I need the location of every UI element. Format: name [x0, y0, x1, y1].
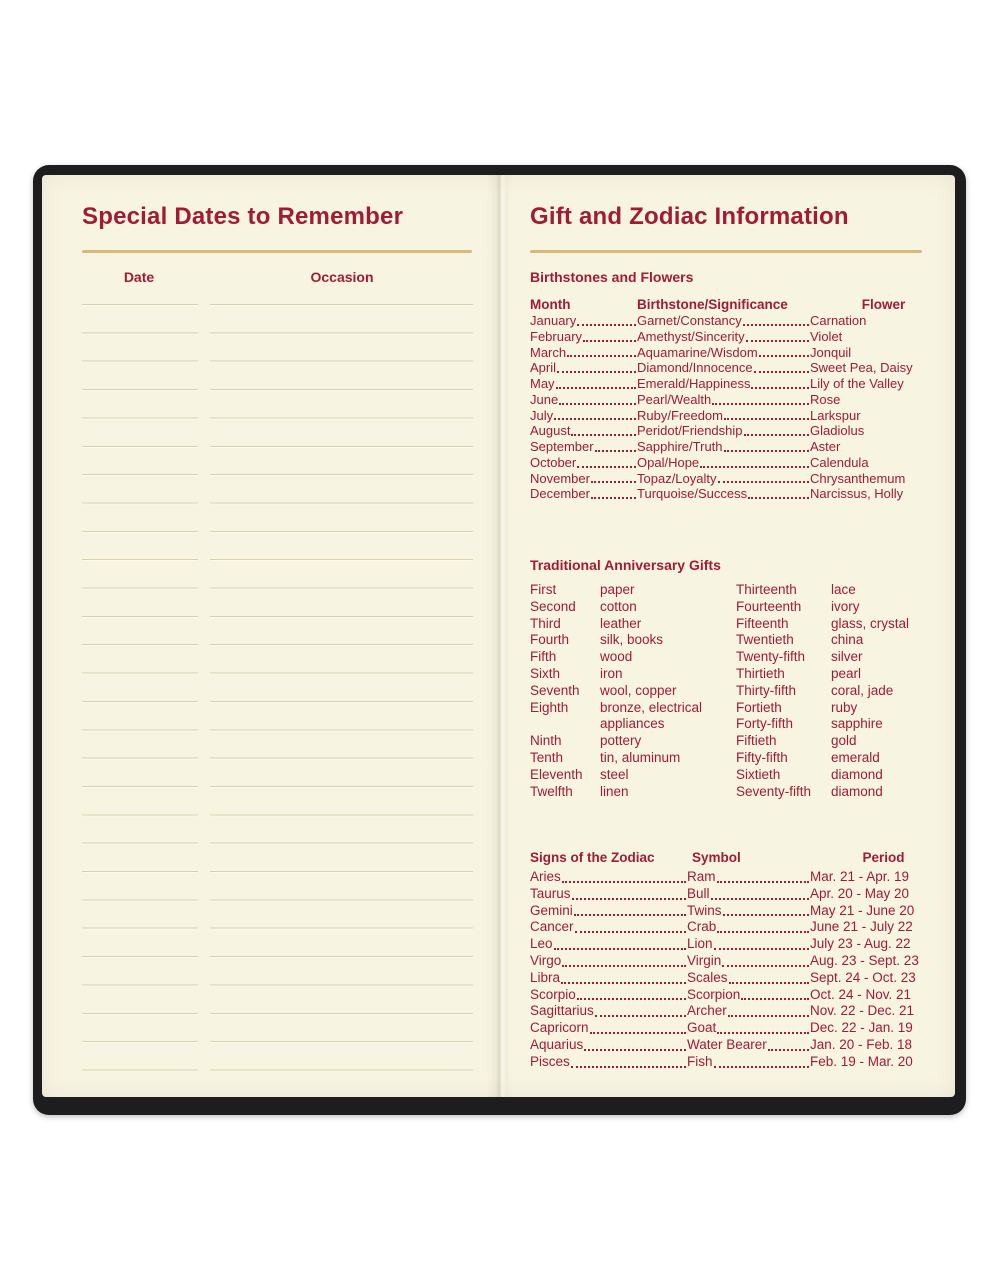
gift-ordinal: Forty-fifth	[736, 716, 794, 732]
zodiac-sign: Leo	[530, 936, 553, 952]
month-name: February	[530, 328, 583, 344]
ruled-lines-occasion-column	[210, 304, 473, 1071]
section-heading-birthstones: Birthstones and Flowers	[530, 269, 694, 285]
gift-ordinal: Eleventh	[530, 766, 583, 782]
birthstone-row	[530, 360, 955, 376]
dot-leader	[577, 324, 636, 326]
zodiac-symbol: Lion	[687, 936, 713, 952]
dot-leader	[768, 1049, 809, 1051]
page-gutter-crease	[486, 175, 512, 1097]
flower-name: Chrysanthemum	[810, 470, 906, 486]
dot-leader	[744, 434, 810, 436]
dot-leader	[714, 948, 809, 950]
gift-item: ruby	[831, 699, 858, 715]
zodiac-symbol: Ram	[687, 869, 716, 884]
gift-ordinal: Tenth	[530, 749, 564, 765]
gift-item: cotton	[600, 598, 637, 614]
birthstone-significance: Amethyst/Sincerity	[637, 328, 745, 344]
dot-leader	[717, 931, 809, 933]
dot-leader	[717, 1032, 809, 1034]
flower-name: Narcissus, Holly	[810, 486, 904, 502]
birthstones-table-body	[530, 313, 955, 502]
header-birthstone: Birthstone/Significance	[637, 297, 788, 312]
gift-ordinal: Twenty-fifth	[736, 649, 806, 665]
dot-leader	[562, 881, 686, 883]
zodiac-sign: Gemini	[530, 902, 573, 918]
zodiac-row	[530, 970, 955, 987]
zodiac-sign: Scorpio	[530, 986, 576, 1002]
zodiac-sign: Pisces	[530, 1053, 570, 1069]
dot-leader	[572, 898, 686, 900]
birthstone-row	[530, 408, 955, 424]
birthstone-significance: Emerald/Happiness	[637, 376, 751, 391]
dot-leader	[722, 965, 809, 967]
flower-name: Violet	[810, 328, 843, 344]
zodiac-row	[530, 869, 955, 886]
gift-item: emerald	[831, 749, 880, 765]
zodiac-sign: Aquarius	[530, 1036, 584, 1052]
zodiac-symbol: Scorpion	[687, 986, 741, 1002]
month-name: October	[530, 454, 577, 470]
gift-ordinal: Seventy-fifth	[736, 783, 812, 799]
gift-item: china	[831, 632, 864, 648]
gift-ordinal: Fourteenth	[736, 598, 802, 614]
open-page-spread	[42, 175, 955, 1097]
dot-leader	[577, 466, 636, 468]
zodiac-symbol: Twins	[687, 902, 722, 918]
birthstone-significance: Peridot/Friendship	[637, 423, 743, 439]
gift-ordinal: Thirtieth	[736, 665, 785, 681]
diary-cover	[33, 165, 966, 1115]
zodiac-row	[530, 1054, 955, 1071]
dot-leader	[590, 1032, 686, 1034]
dot-leader	[595, 1015, 686, 1017]
dot-leader	[751, 387, 809, 389]
birthstone-significance: Topaz/Loyalty	[637, 470, 717, 486]
birthstone-row	[530, 392, 955, 408]
header-symbol: Symbol	[692, 850, 741, 865]
birthstone-significance: Garnet/Constancy	[637, 313, 742, 328]
header-signs: Signs of the Zodiac	[530, 850, 655, 865]
gold-divider-rule	[82, 250, 472, 253]
birthstone-row	[530, 423, 955, 439]
zodiac-period: July 23 - Aug. 22	[810, 936, 911, 952]
anniversary-gifts-table	[530, 582, 955, 800]
zodiac-symbol: Bull	[687, 885, 710, 901]
zodiac-period: May 21 - June 20	[810, 902, 915, 918]
zodiac-period: Feb. 19 - Mar. 20	[810, 1053, 913, 1069]
dot-leader	[717, 881, 809, 883]
birthstone-row	[530, 376, 955, 392]
birthstone-row	[530, 313, 955, 329]
dot-leader	[724, 450, 809, 452]
zodiac-sign: Libra	[530, 969, 561, 985]
dot-leader	[554, 948, 686, 950]
gift-ordinal: Ninth	[530, 733, 562, 749]
gift-ordinal: Sixth	[530, 665, 561, 681]
flower-name: Carnation	[810, 313, 867, 328]
zodiac-period: Jan. 20 - Feb. 18	[810, 1036, 913, 1052]
zodiac-table-header	[530, 850, 955, 866]
page-title-special-dates: Special Dates to Remember	[82, 203, 404, 230]
month-name: November	[530, 470, 590, 486]
gift-item: tin, aluminum	[600, 749, 681, 765]
month-name: September	[530, 439, 594, 454]
birthstone-row	[530, 345, 955, 361]
zodiac-row	[530, 987, 955, 1004]
zodiac-row	[530, 919, 955, 936]
month-name: December	[530, 486, 590, 502]
dot-leader	[591, 497, 636, 499]
gift-ordinal: Third	[530, 615, 561, 631]
month-name: August	[530, 423, 571, 439]
gift-item: leather	[600, 615, 642, 631]
gift-item: diamond	[831, 766, 883, 782]
dot-leader	[723, 914, 809, 916]
gift-item: wool, copper	[600, 682, 677, 698]
flower-name: Rose	[810, 391, 841, 407]
dot-leader	[728, 1015, 809, 1017]
birthstone-significance: Pearl/Wealth	[637, 391, 712, 407]
header-flower: Flower	[861, 297, 906, 312]
zodiac-symbol: Goat	[687, 1020, 717, 1036]
gift-item: paper	[600, 582, 635, 597]
gift-ordinal: Fiftieth	[736, 733, 777, 749]
dot-leader	[577, 998, 686, 1000]
dot-leader	[583, 340, 636, 342]
birthstone-row	[530, 329, 955, 345]
gift-ordinal: Second	[530, 598, 576, 614]
birthstone-significance: Diamond/Innocence	[637, 360, 753, 376]
gift-item: silver	[831, 649, 863, 665]
dot-leader	[759, 355, 809, 357]
dot-leader	[748, 497, 809, 499]
zodiac-row	[530, 886, 955, 903]
gift-ordinal: Fifth	[530, 649, 557, 665]
month-name: July	[530, 407, 554, 423]
zodiac-period: Sept. 24 - Oct. 23	[810, 969, 916, 985]
zodiac-period: Mar. 21 - Apr. 19	[810, 869, 910, 884]
gift-item: ivory	[831, 598, 860, 614]
zodiac-table	[530, 850, 955, 1071]
gift-item: linen	[600, 783, 629, 799]
dot-leader	[754, 371, 809, 373]
dot-leader	[746, 340, 809, 342]
birthstone-significance: Turquoise/Success	[637, 486, 748, 502]
header-month: Month	[530, 297, 571, 312]
gift-item: iron	[600, 665, 623, 681]
zodiac-period: Dec. 22 - Jan. 19	[810, 1020, 913, 1036]
dot-leader	[554, 418, 636, 420]
gift-item: pottery	[600, 733, 642, 749]
gift-item: coral, jade	[831, 682, 894, 698]
zodiac-symbol: Virgin	[687, 952, 722, 968]
zodiac-row	[530, 1003, 955, 1020]
zodiac-row	[530, 936, 955, 953]
flower-name: Jonquil	[810, 344, 852, 360]
dot-leader	[574, 914, 686, 916]
zodiac-symbol: Fish	[687, 1053, 713, 1069]
zodiac-symbol: Archer	[687, 1003, 727, 1019]
dot-leader	[700, 466, 809, 468]
zodiac-row	[530, 953, 955, 970]
birthstone-significance: Ruby/Freedom	[637, 407, 723, 423]
gift-ordinal: Sixtieth	[736, 766, 781, 782]
gift-ordinal: Fourth	[530, 632, 570, 648]
month-name: April	[530, 360, 557, 376]
gift-ordinal: Fifteenth	[736, 615, 789, 631]
dot-leader	[559, 403, 636, 405]
gift-item: lace	[831, 582, 856, 597]
gifts-column-right	[736, 582, 955, 800]
dot-leader	[711, 898, 809, 900]
gift-item: silk, books	[600, 632, 664, 648]
zodiac-symbol: Scales	[687, 969, 728, 985]
flower-name: Gladiolus	[810, 423, 865, 439]
gift-ordinal: Seventh	[530, 682, 580, 698]
dot-leader	[557, 371, 636, 373]
ruled-lines-date-column	[82, 304, 198, 1071]
gift-ordinal: Twelfth	[530, 783, 573, 799]
zodiac-sign: Sagittarius	[530, 1003, 594, 1019]
gift-ordinal: Twentieth	[736, 632, 794, 648]
gift-item: steel	[600, 766, 629, 782]
zodiac-row	[530, 1037, 955, 1054]
zodiac-sign: Virgo	[530, 952, 562, 968]
section-heading-anniversary: Traditional Anniversary Gifts	[530, 557, 721, 573]
month-name: January	[530, 313, 577, 328]
gifts-column-left	[530, 582, 736, 800]
zodiac-row	[530, 1020, 955, 1037]
gift-item: diamond	[831, 783, 883, 799]
zodiac-period: June 21 - July 22	[810, 919, 913, 935]
gift-item: wood	[600, 649, 633, 665]
birthstone-significance: Sapphire/Truth	[637, 439, 723, 454]
birthstone-significance: Opal/Hope	[637, 454, 700, 470]
month-name: March	[530, 344, 567, 360]
dot-leader	[724, 418, 809, 420]
flower-name: Larkspur	[810, 407, 861, 423]
dot-leader	[595, 450, 636, 452]
birthstone-row	[530, 439, 955, 455]
zodiac-period: Oct. 24 - Nov. 21	[810, 986, 912, 1002]
zodiac-symbol: Water Bearer	[687, 1036, 767, 1052]
dot-leader	[729, 982, 809, 984]
dot-leader	[567, 355, 636, 357]
zodiac-period: Apr. 20 - May 20	[810, 885, 910, 901]
column-header-occasion: Occasion	[310, 269, 374, 285]
birthstone-row	[530, 486, 955, 502]
month-name: May	[530, 376, 555, 391]
gift-item: bronze, electrical appliances	[600, 699, 703, 732]
dot-leader	[712, 403, 809, 405]
gift-ordinal: First	[530, 582, 557, 597]
zodiac-row	[530, 903, 955, 920]
dot-leader	[561, 982, 686, 984]
zodiac-sign: Capricorn	[530, 1020, 589, 1036]
gift-ordinal: Fortieth	[736, 699, 782, 715]
zodiac-period: Aug. 23 - Sept. 23	[810, 952, 919, 968]
birthstone-significance: Aquamarine/Wisdom	[637, 344, 758, 360]
gift-item: glass, crystal	[831, 615, 910, 631]
dot-leader	[571, 1066, 686, 1068]
flower-name: Calendula	[810, 454, 869, 470]
birthstone-row	[530, 455, 955, 471]
column-header-date: Date	[123, 269, 155, 285]
header-period: Period	[862, 850, 905, 865]
flower-name: Lily of the Valley	[810, 376, 904, 391]
flower-name: Aster	[810, 439, 841, 454]
dot-leader	[556, 387, 636, 389]
zodiac-symbol: Crab	[687, 919, 717, 935]
zodiac-sign: Cancer	[530, 919, 574, 935]
dot-leader	[741, 998, 809, 1000]
gift-ordinal: Eighth	[530, 699, 569, 715]
month-name: June	[530, 391, 559, 407]
gold-divider-rule	[530, 250, 922, 253]
flower-name: Sweet Pea, Daisy	[810, 360, 913, 376]
zodiac-sign: Taurus	[530, 885, 571, 901]
dot-leader	[718, 481, 810, 483]
gift-item: sapphire	[831, 716, 883, 732]
dot-leader	[584, 1049, 686, 1051]
zodiac-table-body	[530, 869, 955, 1071]
zodiac-sign: Aries	[530, 869, 561, 884]
dot-leader	[591, 481, 636, 483]
dot-leader	[571, 434, 636, 436]
birthstones-table-header	[530, 297, 955, 313]
gift-item: gold	[831, 733, 857, 749]
gift-ordinal: Fifty-fifth	[736, 749, 788, 765]
birthstone-row	[530, 471, 955, 487]
dot-leader	[562, 965, 686, 967]
dot-leader	[575, 931, 686, 933]
gift-ordinal: Thirteenth	[736, 582, 797, 597]
page-title-gift-zodiac: Gift and Zodiac Information	[530, 203, 849, 230]
dot-leader	[743, 324, 809, 326]
birthstones-table	[530, 297, 955, 502]
gift-item: pearl	[831, 665, 862, 681]
dot-leader	[714, 1066, 809, 1068]
gift-ordinal: Thirty-fifth	[736, 682, 797, 698]
zodiac-period: Nov. 22 - Dec. 21	[810, 1003, 915, 1019]
